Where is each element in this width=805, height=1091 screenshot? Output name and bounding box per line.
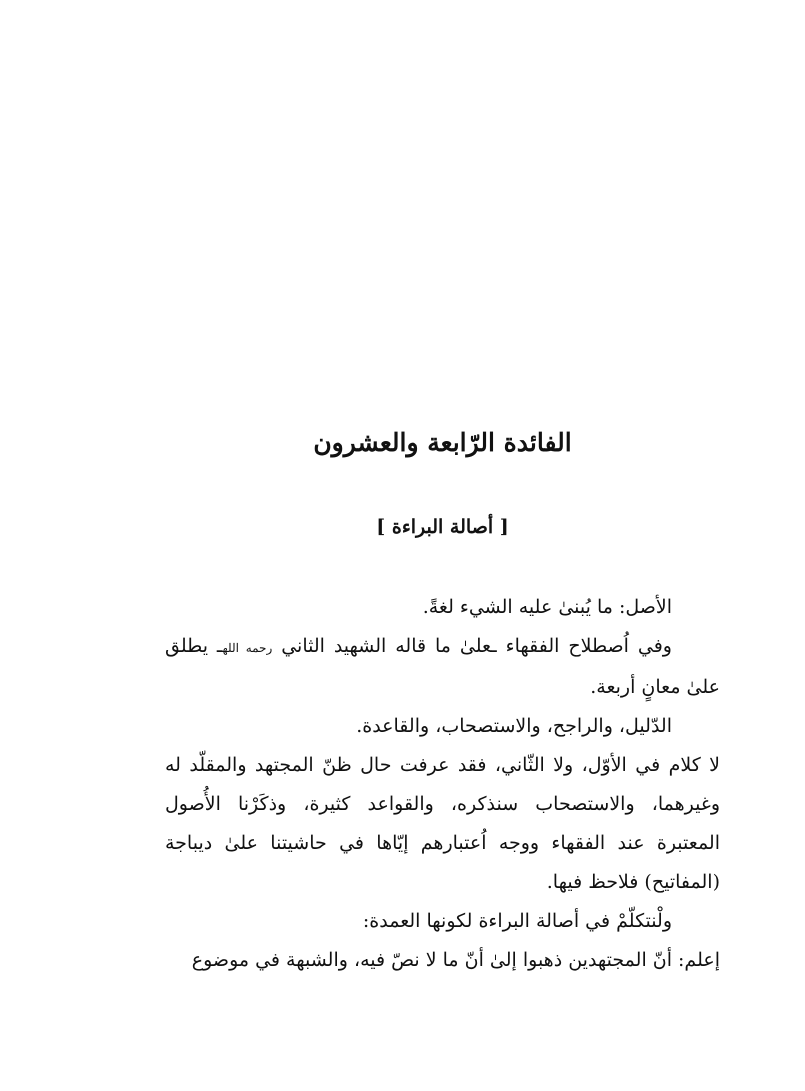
- body-text: [165, 588, 720, 980]
- paragraph-terminology: [165, 627, 720, 707]
- honorific: رحمه الله: [222, 641, 273, 655]
- paragraph-meanings: الدّليل، والراجح، والاستصحاب، والقاعدة.: [356, 715, 672, 737]
- paragraph-definition: الأصل: ما يُبنىٰ عليه الشيء لغةً.: [422, 596, 672, 618]
- paragraph-terminology-start: وفي اُصطلاح الفقهاء ـعلىٰ ما قاله الشهيد الثاني: [281, 635, 672, 657]
- paragraph-intro-baraa: ولْنتكلّمْ في أصالة البراءة لكونها العمدة:: [362, 910, 672, 932]
- section-title: [ أصالة البراءة ]: [376, 516, 509, 538]
- paragraph-discussion: لا كلام في الأوّل، ولا الثّاني، فقد عرفت حال ظنّ المجتهد والمقلّد له وغيرهما، والاستصحاب سنذكره، والقواعد كثيرة، وذكَرْنا الأُصول المعتبرة عند الفقهاء ووجه اُعتبارهم إيّاها في حاشيتنا علىٰ ديباجة (المفاتيح) فلاحظ فيها.: [165, 754, 720, 893]
- paragraph-terminology-end: ـ يطلق علىٰ معانٍ أربعة.: [165, 635, 720, 698]
- chapter-title: الفائدة الرّابعة والعشرون: [313, 428, 572, 457]
- paragraph-know: إعلم: أنّ المجتهدين ذهبوا إلىٰ أنّ ما لا نصّ فيه، والشبهة في موضوع: [191, 949, 720, 971]
